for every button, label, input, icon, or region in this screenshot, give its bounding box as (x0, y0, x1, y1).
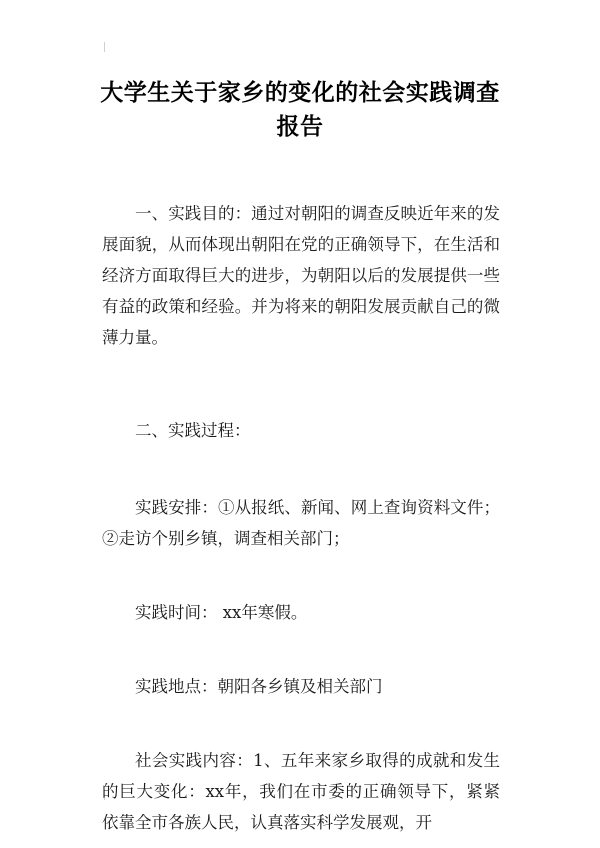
paragraph-purpose: 一、实践目的：通过对朝阳的调查反映近年来的发展面貌，从而体现出朝阳在党的正确领导下，在生活和经济方面取得巨大的进步，为朝阳以后的发展提供一些有益的政策和经验。并为将来的朝阳发展贡献自己的微薄力量。 (102, 204, 500, 347)
paragraph-location: 实践地点：朝阳各乡镇及相关部门 (135, 677, 383, 696)
paragraph-time: 实践时间： xx年寒假。 (135, 603, 308, 622)
document-body (102, 198, 500, 838)
paragraph-arrangement: 实践安排：①从报纸、新闻、网上查询资料文件；②走访个别乡镇，调查相关部门； (102, 498, 500, 548)
paragraph-content: 社会实践内容：1、五年来家乡取得的成就和发生的巨大变化：xx年，我们在市委的正确领导下，紧紧依靠全市各族人民，认真落实科学发展观，开 (102, 751, 500, 832)
document-title: 大学生关于家乡的变化的社会实践调查报告 (100, 80, 500, 140)
paragraph-process-heading: 二、实践过程： (135, 421, 251, 440)
page-corner-mark (104, 42, 105, 52)
